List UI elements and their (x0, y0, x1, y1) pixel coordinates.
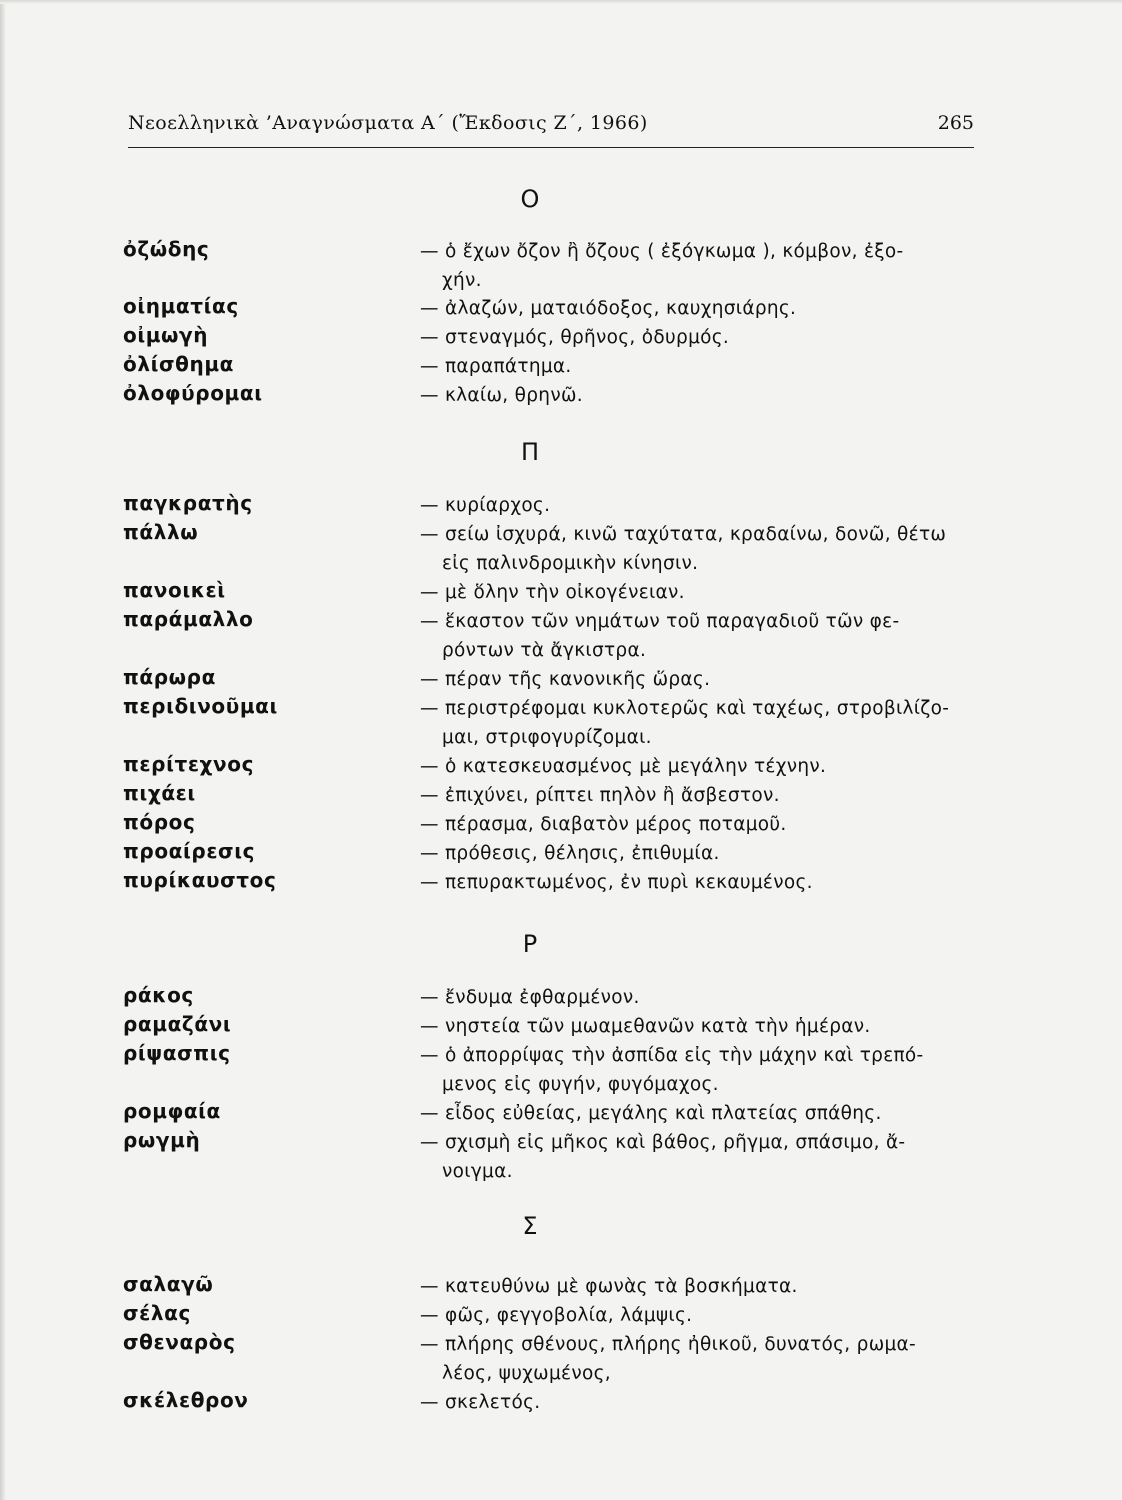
entry-definition (420, 323, 980, 352)
definition-line: — ὁ κατεσκευασμένος μὲ μεγάλην τέχνην. (420, 756, 827, 777)
entry-definition (420, 839, 980, 868)
entry-term: περιδινοῦμαι (123, 694, 278, 718)
entry-definition (420, 237, 980, 295)
entry-definition (420, 752, 980, 781)
section-letter: Ο (520, 185, 540, 213)
definition-line: — σκελετός. (420, 1392, 541, 1413)
entry-term: σκέλεθρον (123, 1388, 249, 1412)
definition-line: — φῶς, φεγγοβολία, λάμψις. (420, 1305, 693, 1326)
entry-term: ὀλοφύρομαι (123, 381, 263, 405)
entry-term: ρωγμὴ (123, 1128, 201, 1152)
page-edge-left (0, 0, 6, 1500)
entry-term: ρίψασπις (123, 1041, 231, 1065)
entry-term: σέλας (123, 1301, 191, 1325)
entry-definition (420, 294, 980, 323)
entry-definition (420, 694, 980, 752)
entry-definition (420, 868, 980, 897)
definition-line: — ἔνδυμα ἐφθαρμένον. (420, 987, 640, 1008)
entry-definition (420, 1330, 980, 1388)
entry-term: προαίρεσις (123, 839, 256, 863)
entry-term: πόρος (123, 810, 196, 834)
entry-definition (420, 578, 980, 607)
definition-line: — πέραν τῆς κανονικῆς ὥρας. (420, 669, 711, 690)
entry-term: παγκρατὴς (123, 491, 253, 515)
page-edge-top (0, 0, 1122, 4)
entry-definition (420, 520, 980, 578)
definition-line: λέος, ψυχωμένος, (442, 1363, 611, 1384)
header-title: Νεοελληνικὰ ’Αναγνώσματα Α΄ (Ἔκδοσις Ζ΄, 1966) (128, 112, 648, 134)
definition-line: — παραπάτημα. (420, 356, 572, 377)
section-letter: Ρ (522, 930, 538, 958)
entry-term: ραμαζάνι (123, 1012, 232, 1036)
entry-term: πανοικεὶ (123, 578, 226, 602)
definition-line: — πρόθεσις, θέλησις, ἐπιθυμία. (420, 843, 720, 864)
entry-definition (420, 607, 980, 665)
entry-definition (420, 352, 980, 381)
entry-definition (420, 1301, 980, 1330)
entry-term: πάλλω (123, 520, 199, 544)
entry-definition (420, 1272, 980, 1301)
entry-term: ράκος (123, 983, 194, 1007)
entry-term: παράμαλλο (123, 607, 254, 631)
entry-term: πυρίκαυστος (123, 868, 277, 892)
entry-term: σθεναρὸς (123, 1330, 236, 1354)
entry-definition (420, 665, 980, 694)
definition-line: — πεπυρακτωμένος, ἐν πυρὶ κεκαυμένος. (420, 872, 813, 893)
entry-definition (420, 381, 980, 410)
definition-line: — ὁ ἀπορρίψας τὴν ἀσπίδα εἰς τὴν μάχην καὶ τρεπό- (420, 1045, 924, 1066)
definition-line: — πέρασμα, διαβατὸν μέρος ποταμοῦ. (420, 814, 787, 835)
definition-line: — περιστρέφομαι κυκλοτερῶς καὶ ταχέως, στροβιλίζο- (420, 698, 950, 719)
definition-line: — πλήρης σθένους, πλήρης ἠθικοῦ, δυνατός, ρωμα- (420, 1334, 917, 1355)
entry-term: σαλαγῶ (123, 1272, 214, 1296)
definition-line: — μὲ ὅλην τὴν οἰκογένειαν. (420, 582, 685, 603)
entry-term: ὀζώδης (123, 237, 210, 261)
definition-line: — κυρίαρχος. (420, 495, 551, 516)
definition-line: — εἶδος εὐθείας, μεγάλης καὶ πλατείας σπάθης. (420, 1103, 882, 1124)
entry-definition (420, 1099, 980, 1128)
definition-line: — ἐπιχύνει, ρίπτει πηλὸν ἢ ἄσβεστον. (420, 785, 780, 806)
header-rule (128, 147, 974, 148)
entry-term: ρομφαία (123, 1099, 221, 1123)
entry-term: πάρωρα (123, 665, 216, 689)
section-letter: Σ (522, 1212, 538, 1240)
definition-line: — κατευθύνω μὲ φωνὰς τὰ βοσκήματα. (420, 1276, 798, 1297)
entry-term: περίτεχνος (123, 752, 255, 776)
entry-definition (420, 491, 980, 520)
definition-line: — σείω ἰσχυρά, κινῶ ταχύτατα, κραδαίνω, δονῶ, θέτω (420, 524, 947, 545)
entry-definition (420, 810, 980, 839)
entry-term: ὀλίσθημα (123, 352, 235, 376)
entry-term: οἰηματίας (123, 294, 239, 318)
definition-line: — κλαίω, θρηνῶ. (420, 385, 583, 406)
definition-line: μαι, στριφογυρίζομαι. (442, 727, 652, 748)
entry-term: οἰμωγὴ (123, 323, 209, 347)
entry-definition (420, 1012, 980, 1041)
entry-definition (420, 983, 980, 1012)
definition-line: ρόντων τὰ ἄγκιστρα. (442, 640, 647, 661)
definition-line: — σχισμὴ εἰς μῆκος καὶ βάθος, ρῆγμα, σπάσιμο, ἄ- (420, 1132, 906, 1153)
entry-term: πιχάει (123, 781, 196, 805)
entry-definition (420, 1041, 980, 1099)
definition-line: μενος εἰς φυγήν, φυγόμαχος. (442, 1074, 719, 1095)
definition-line: — ἕκαστον τῶν νημάτων τοῦ παραγαδιοῦ τῶν φε- (420, 611, 900, 632)
definition-line: — ἀλαζών, ματαιόδοξος, καυχησιάρης. (420, 298, 797, 319)
entry-definition (420, 1388, 980, 1417)
page-number: 265 (937, 112, 974, 134)
entry-definition (420, 1128, 980, 1186)
running-header (128, 112, 974, 142)
definition-line: χήν. (442, 270, 482, 291)
section-letter: Π (520, 438, 540, 466)
definition-line: — νηστεία τῶν μωαμεθανῶν κατὰ τὴν ἡμέραν. (420, 1016, 871, 1037)
definition-line: εἰς παλινδρομικὴν κίνησιν. (442, 553, 699, 574)
definition-line: — ὁ ἔχων ὄζον ἢ ὄζους ( ἐξόγκωμα ), κόμβον, ἐξο- (420, 241, 904, 262)
definition-line: νοιγμα. (442, 1161, 513, 1182)
entry-definition (420, 781, 980, 810)
definition-line: — στεναγμός, θρῆνος, ὀδυρμός. (420, 327, 730, 348)
